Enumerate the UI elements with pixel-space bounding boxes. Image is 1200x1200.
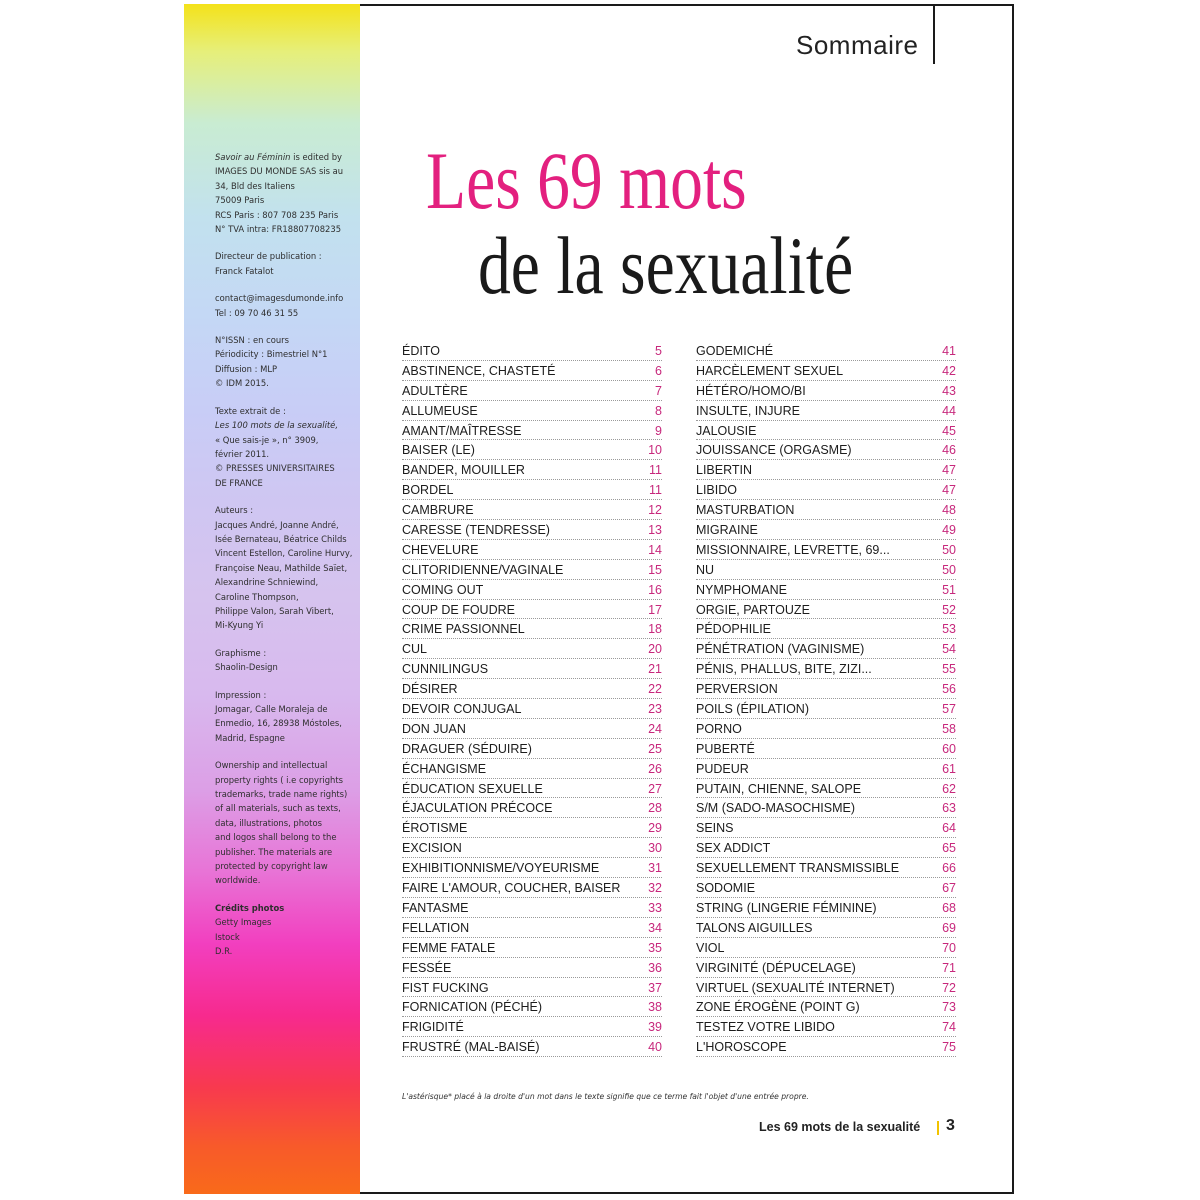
toc-term: ALLUMEUSE xyxy=(402,403,478,418)
toc-page-number: 61 xyxy=(942,761,956,776)
toc-entry xyxy=(696,898,956,918)
toc-page-number: 72 xyxy=(942,980,956,995)
colophon xyxy=(215,150,353,972)
toc-entry xyxy=(402,739,662,759)
colophon-line: Jomagar, Calle Moraleja de xyxy=(215,704,328,714)
colophon-line: Les 100 mots de la sexualité, xyxy=(215,420,338,431)
colophon-line: 75009 Paris xyxy=(215,195,265,206)
colophon-line: Vincent Estellon, Caroline Hurvy, xyxy=(215,548,353,559)
toc-term: SEX ADDICT xyxy=(696,841,771,856)
toc-entry xyxy=(402,480,662,500)
colophon-line: trademarks, trade name rights) xyxy=(215,789,348,800)
toc-term: CHEVELURE xyxy=(402,542,479,557)
toc-page-number: 57 xyxy=(942,702,956,717)
toc-term: CUL xyxy=(402,642,428,657)
toc-term: PÉNIS, PHALLUS, BITE, ZIZI... xyxy=(696,662,872,677)
toc-page-number: 60 xyxy=(942,741,956,756)
toc-term: VIRGINITÉ (DÉPUCELAGE) xyxy=(696,960,856,975)
toc-entry xyxy=(696,619,956,639)
toc-term: ÉROTISME xyxy=(402,821,468,836)
colophon-line: Périodicity : Bimestriel N°1 xyxy=(215,349,328,360)
toc-term: NYMPHOMANE xyxy=(696,582,787,597)
toc-term: EXCISION xyxy=(402,841,462,856)
toc-page-number: 41 xyxy=(942,344,956,358)
toc-term: DÉSIRER xyxy=(402,682,458,697)
colophon-line: Enmedio, 16, 28938 Móstoles, xyxy=(215,718,342,729)
toc-page-number: 65 xyxy=(942,841,956,856)
toc-entry xyxy=(696,381,956,401)
toc-term: SEINS xyxy=(696,821,734,836)
toc-term: HÉTÉRO/HOMO/BI xyxy=(696,383,806,398)
colophon-line: N° TVA intra: FR18807708235 xyxy=(215,224,342,235)
toc-page-number: 16 xyxy=(648,582,662,597)
toc-entry xyxy=(696,958,956,978)
colophon-line: Madrid, Espagne xyxy=(215,732,285,743)
toc-term: PORNO xyxy=(696,721,742,736)
page-title-line-1: Les 69 mots xyxy=(426,135,747,226)
toc-page-number: 54 xyxy=(942,642,956,657)
toc-page-number: 69 xyxy=(942,920,956,935)
toc-entry xyxy=(402,600,662,620)
toc-entry xyxy=(696,500,956,520)
toc-entry xyxy=(696,978,956,998)
toc-term: DON JUAN xyxy=(402,721,466,736)
toc-entry xyxy=(696,858,956,878)
toc-term: CLITORIDIENNE/VAGINALE xyxy=(402,562,564,577)
colophon-line: Françoise Neau, Mathilde Saïet, xyxy=(215,562,348,573)
publisher-intro: is edited by xyxy=(290,152,342,162)
toc-entry xyxy=(696,759,956,779)
running-title: Les 69 mots de la sexualité xyxy=(759,1120,921,1134)
colophon-line: and logos shall belong to the xyxy=(215,832,337,843)
toc-page-number: 11 xyxy=(649,463,662,478)
toc-page-number: 75 xyxy=(942,1040,956,1055)
colophon-source xyxy=(215,404,350,490)
toc-entry xyxy=(696,600,956,620)
colophon-line: Caroline Thompson, xyxy=(215,591,299,602)
toc-entry xyxy=(402,679,662,699)
toc-page-number: 38 xyxy=(648,1000,662,1015)
toc-page-number: 62 xyxy=(942,781,956,796)
toc-term: CUNNILINGUS xyxy=(402,662,489,677)
toc-term: CAMBRURE xyxy=(402,503,474,518)
toc-entry xyxy=(696,719,956,739)
page-number: 3 xyxy=(946,1117,955,1134)
toc-entry xyxy=(402,520,662,540)
colophon-line: protected by copyright law xyxy=(215,861,328,872)
toc-entry xyxy=(696,938,956,958)
toc-term: ÉCHANGISME xyxy=(402,761,487,776)
toc-entry xyxy=(402,978,662,998)
toc-entry xyxy=(402,341,662,361)
toc-term: AMANT/MAÎTRESSE xyxy=(402,423,522,438)
toc-entry xyxy=(402,580,662,600)
toc-entry xyxy=(696,560,956,580)
toc-entry xyxy=(696,779,956,799)
colophon-line: property rights ( i.e copyrights xyxy=(215,774,343,785)
colophon-line: Philippe Valon, Sarah Vibert, xyxy=(215,605,334,616)
colophon-line: © PRESSES UNIVERSITAIRES xyxy=(215,463,335,474)
toc-page-number: 32 xyxy=(648,881,662,896)
toc-entry xyxy=(402,779,662,799)
toc-page-number: 23 xyxy=(648,702,662,717)
toc-page-number: 55 xyxy=(942,662,956,677)
colophon-line: of all materials, such as texts, xyxy=(215,803,341,814)
toc-page-number: 25 xyxy=(648,741,662,756)
toc-term: FRUSTRÉ (MAL-BAISÉ) xyxy=(402,1040,540,1055)
toc-entry xyxy=(402,918,662,938)
toc-entry xyxy=(402,401,662,421)
toc-page-number: 42 xyxy=(942,363,956,378)
colophon-line: Graphisme : xyxy=(215,647,267,658)
toc-term: TESTEZ VOTRE LIBIDO xyxy=(696,1020,835,1035)
toc-page-number: 37 xyxy=(648,980,662,995)
toc-page-number: 63 xyxy=(942,801,956,816)
toc-page-number: 56 xyxy=(942,682,956,697)
toc-entry xyxy=(402,838,662,858)
toc-term: ZONE ÉROGÈNE (POINT G) xyxy=(696,1000,860,1015)
toc-term: FIST FUCKING xyxy=(402,980,489,995)
colophon-authors xyxy=(215,503,353,633)
toc-entry xyxy=(696,918,956,938)
toc-page-number: 12 xyxy=(648,503,662,518)
toc-entry xyxy=(696,1037,956,1057)
colophon-director xyxy=(215,249,350,278)
colophon-line: data, illustrations, photos xyxy=(215,817,322,828)
toc-page-number: 10 xyxy=(648,443,662,458)
toc-entry xyxy=(402,1037,662,1057)
colophon-publisher xyxy=(215,150,350,236)
toc-page-number: 49 xyxy=(942,523,956,538)
toc-entry xyxy=(402,639,662,659)
toc-term: BANDER, MOUILLER xyxy=(402,463,525,478)
toc-entry xyxy=(402,500,662,520)
toc-term: TALONS AIGUILLES xyxy=(696,920,813,935)
toc-page-number: 39 xyxy=(648,1020,662,1035)
toc-page-number: 11 xyxy=(649,483,662,498)
toc-entry xyxy=(696,798,956,818)
toc-page-number: 47 xyxy=(942,463,956,478)
colophon-line: Istock xyxy=(215,931,240,942)
toc-page-number: 50 xyxy=(942,542,956,557)
toc-entry xyxy=(402,997,662,1017)
colophon-line: février 2011. xyxy=(215,448,270,459)
contact-phone: Tel : 09 70 46 31 55 xyxy=(215,307,299,318)
toc-term: PERVERSION xyxy=(696,682,778,697)
toc-term: ABSTINENCE, CHASTETÉ xyxy=(402,363,556,378)
toc-term: JALOUSIE xyxy=(696,423,757,438)
toc-entry xyxy=(402,540,662,560)
toc-entry xyxy=(696,699,956,719)
colophon-line: N°ISSN : en cours xyxy=(215,335,289,346)
colophon-printing xyxy=(215,688,350,746)
toc-page-number: 8 xyxy=(655,403,662,418)
toc-page-number: 20 xyxy=(648,642,662,657)
toc-page-number: 50 xyxy=(942,562,956,577)
toc-entry xyxy=(402,818,662,838)
toc-page-number: 45 xyxy=(942,423,956,438)
toc-page-number: 48 xyxy=(942,503,956,518)
section-label: Sommaire xyxy=(796,30,919,60)
toc-term: ÉDITO xyxy=(402,344,440,358)
toc-page-number: 46 xyxy=(942,443,956,458)
footnote: L'astérisque* placé à la droite d'un mot dans le texte signifie que ce terme fait l'objet d'une entrée propre. xyxy=(402,1092,809,1101)
toc-term: PUBERTÉ xyxy=(696,741,755,756)
toc-page-number: 30 xyxy=(648,841,662,856)
toc-entry xyxy=(402,1017,662,1037)
colophon-line: Auteurs : xyxy=(215,505,254,516)
toc-term: GODEMICHÉ xyxy=(696,344,774,358)
toc-term: VIRTUEL (SEXUALITÉ INTERNET) xyxy=(696,980,895,995)
toc-page-number: 64 xyxy=(942,821,956,836)
colophon-line: Franck Fatalot xyxy=(215,265,274,276)
colophon-credits xyxy=(215,901,350,959)
toc-page-number: 6 xyxy=(655,363,662,378)
toc-entry xyxy=(696,818,956,838)
toc-page-number: 52 xyxy=(942,602,956,617)
toc-page-number: 68 xyxy=(942,900,956,915)
toc-term: INSULTE, INJURE xyxy=(696,403,800,418)
toc-term: FELLATION xyxy=(402,920,470,935)
toc-page-number: 15 xyxy=(648,562,662,577)
toc-term: FESSÉE xyxy=(402,960,452,975)
toc-term: PUDEUR xyxy=(696,761,749,776)
colophon-issn xyxy=(215,333,350,391)
toc-term: FEMME FATALE xyxy=(402,940,496,955)
toc-entry xyxy=(696,580,956,600)
toc-term: CARESSE (TENDRESSE) xyxy=(402,523,550,538)
toc-page-number: 67 xyxy=(942,881,956,896)
colophon-line: © IDM 2015. xyxy=(215,378,269,389)
toc-term: ADULTÈRE xyxy=(402,383,468,398)
colophon-line: Ownership and intellectual xyxy=(215,760,328,771)
toc-entry xyxy=(696,739,956,759)
toc-entry xyxy=(696,540,956,560)
toc-term: MASTURBATION xyxy=(696,503,795,518)
colophon-line: DE FRANCE xyxy=(215,477,263,488)
toc-page-number: 71 xyxy=(942,960,956,975)
toc-page-number: 73 xyxy=(942,1000,956,1015)
colophon-line: Jacques André, Joanne André, xyxy=(215,519,339,530)
toc-entry xyxy=(402,878,662,898)
toc-page-number: 17 xyxy=(648,602,662,617)
toc-entry xyxy=(696,440,956,460)
toc-term: STRING (LINGERIE FÉMININE) xyxy=(696,900,877,915)
toc-page-number: 70 xyxy=(942,940,956,955)
toc-page-number: 47 xyxy=(942,483,956,498)
toc-term: BAISER (LE) xyxy=(402,443,475,458)
toc-entry xyxy=(696,401,956,421)
toc-entry xyxy=(402,560,662,580)
toc-page-number: 22 xyxy=(648,682,662,697)
toc-entry xyxy=(402,421,662,441)
toc-term: ÉJACULATION PRÉCOCE xyxy=(402,801,553,816)
toc-term: ORGIE, PARTOUZE xyxy=(696,602,810,617)
toc-term: FANTASME xyxy=(402,900,469,915)
toc-entry xyxy=(402,958,662,978)
colophon-ownership xyxy=(215,758,350,888)
toc-page-number: 74 xyxy=(942,1020,956,1035)
toc-entry xyxy=(696,659,956,679)
colophon-design xyxy=(215,646,350,675)
toc-page-number: 33 xyxy=(648,900,662,915)
colophon-contact xyxy=(215,291,350,320)
toc-page-number: 13 xyxy=(648,523,662,538)
toc-entry xyxy=(402,759,662,779)
page-title-line-2: de la sexualité xyxy=(478,220,854,311)
toc-entry xyxy=(696,341,956,361)
toc-entry xyxy=(402,699,662,719)
colophon-line: Texte extrait de : xyxy=(215,405,286,416)
colophon-line: RCS Paris : 807 708 235 Paris xyxy=(215,209,339,220)
toc-term: DRAGUER (SÉDUIRE) xyxy=(402,741,532,756)
colophon-publisher-line-1 xyxy=(215,150,350,164)
section-rule xyxy=(933,4,935,64)
toc-entry xyxy=(402,719,662,739)
toc-term: JOUISSANCE (ORGASME) xyxy=(696,443,852,458)
toc-column-right xyxy=(696,341,956,1057)
toc-page-number: 34 xyxy=(648,920,662,935)
toc-term: POILS (ÉPILATION) xyxy=(696,702,809,717)
colophon-line: Isée Bernateau, Béatrice Childs xyxy=(215,533,347,544)
toc-term: NU xyxy=(696,562,715,577)
toc-page-number: 58 xyxy=(942,721,956,736)
toc-entry xyxy=(696,520,956,540)
colophon-line: Impression : xyxy=(215,689,267,700)
toc-page-number: 66 xyxy=(942,861,956,876)
colophon-line: Diffusion : MLP xyxy=(215,363,278,374)
toc-term: MISSIONNAIRE, LEVRETTE, 69... xyxy=(696,542,890,557)
toc-term: LIBERTIN xyxy=(696,463,753,478)
toc-entry xyxy=(402,381,662,401)
toc-term: FRIGIDITÉ xyxy=(402,1020,464,1035)
toc-entry xyxy=(696,480,956,500)
colophon-line: « Que sais-je », n° 3909, xyxy=(215,434,319,445)
toc-term: HARCÈLEMENT SEXUEL xyxy=(696,363,844,378)
toc-entry xyxy=(402,798,662,818)
toc-page-number: 14 xyxy=(648,542,662,557)
toc-entry xyxy=(402,619,662,639)
toc-term: LIBIDO xyxy=(696,483,737,498)
toc-term: PÉDOPHILIE xyxy=(696,622,772,637)
toc-term: DEVOIR CONJUGAL xyxy=(402,702,522,717)
toc-entry xyxy=(696,460,956,480)
toc-page-number: 40 xyxy=(648,1040,662,1055)
toc-page-number: 9 xyxy=(655,423,662,438)
toc-entry xyxy=(696,361,956,381)
toc-page-number: 27 xyxy=(648,781,662,796)
colophon-line: worldwide. xyxy=(215,875,261,886)
toc-entry xyxy=(696,421,956,441)
toc-entry xyxy=(402,659,662,679)
toc-entry xyxy=(402,858,662,878)
toc-entry xyxy=(402,440,662,460)
toc-term: L'HOROSCOPE xyxy=(696,1040,787,1055)
toc-page-number: 36 xyxy=(648,960,662,975)
toc-page-number: 7 xyxy=(655,383,662,398)
colophon-line: Shaolin-Design xyxy=(215,662,278,673)
toc-page-number: 35 xyxy=(648,940,662,955)
toc-term: FORNICATION (PÉCHÉ) xyxy=(402,1000,543,1015)
toc-entry xyxy=(696,679,956,699)
toc-term: MIGRAINE xyxy=(696,523,758,538)
toc-term: SEXUELLEMENT TRANSMISSIBLE xyxy=(696,861,900,876)
toc-entry xyxy=(402,361,662,381)
toc-entry xyxy=(402,460,662,480)
toc-entry xyxy=(696,997,956,1017)
toc-term: EXHIBITIONNISME/VOYEURISME xyxy=(402,861,600,876)
toc-page-number: 29 xyxy=(648,821,662,836)
toc-term: FAIRE L'AMOUR, COUCHER, BAISER xyxy=(402,881,621,896)
toc-term: COUP DE FOUDRE xyxy=(402,602,515,617)
colophon-line: 34, Bld des Italiens xyxy=(215,180,295,191)
toc-term: PUTAIN, CHIENNE, SALOPE xyxy=(696,781,862,796)
toc-term: VIOL xyxy=(696,940,725,955)
toc-page-number: 31 xyxy=(648,861,662,876)
colophon-line: Getty Images xyxy=(215,917,272,928)
toc-column-left xyxy=(402,341,662,1057)
toc-page-number: 24 xyxy=(648,721,662,736)
magazine-name: Savoir au Féminin xyxy=(215,152,291,162)
toc-term: SODOMIE xyxy=(696,881,756,896)
toc-entry xyxy=(402,938,662,958)
toc-entry xyxy=(696,639,956,659)
toc-entry xyxy=(696,838,956,858)
toc-entry xyxy=(696,1017,956,1037)
toc-term: BORDEL xyxy=(402,483,454,498)
colophon-line: IMAGES DU MONDE SAS sis au xyxy=(215,166,344,177)
toc-page-number: 44 xyxy=(942,403,956,418)
toc-term: COMING OUT xyxy=(402,582,484,597)
colophon-line: Mi-Kyung Yi xyxy=(215,620,264,631)
colophon-line: Directeur de publication : xyxy=(215,251,322,262)
colophon-line: D.R. xyxy=(215,946,233,957)
toc-term: CRIME PASSIONNEL xyxy=(402,622,525,637)
toc-page-number: 28 xyxy=(648,801,662,816)
toc-term: S/M (SADO-MASOCHISME) xyxy=(696,801,856,816)
toc-page-number: 18 xyxy=(648,622,662,637)
toc-term: PÉNÉTRATION (VAGINISME) xyxy=(696,642,865,657)
contact-email: contact@imagesdumonde.info xyxy=(215,293,344,304)
colophon-line: publisher. The materials are xyxy=(215,846,333,857)
toc-page-number: 21 xyxy=(648,662,662,677)
credits-heading: Crédits photos xyxy=(215,902,285,913)
toc-page-number: 53 xyxy=(942,622,956,637)
toc-entry xyxy=(402,898,662,918)
footer-separator xyxy=(937,1121,939,1135)
toc-entry xyxy=(696,878,956,898)
toc-term: ÉDUCATION SEXUELLE xyxy=(402,781,543,796)
toc-page-number: 26 xyxy=(648,761,662,776)
toc-page-number: 5 xyxy=(655,344,662,358)
colophon-line: Alexandrine Schniewind, xyxy=(215,577,319,588)
toc-page-number: 51 xyxy=(942,582,956,597)
toc-page-number: 43 xyxy=(942,383,956,398)
